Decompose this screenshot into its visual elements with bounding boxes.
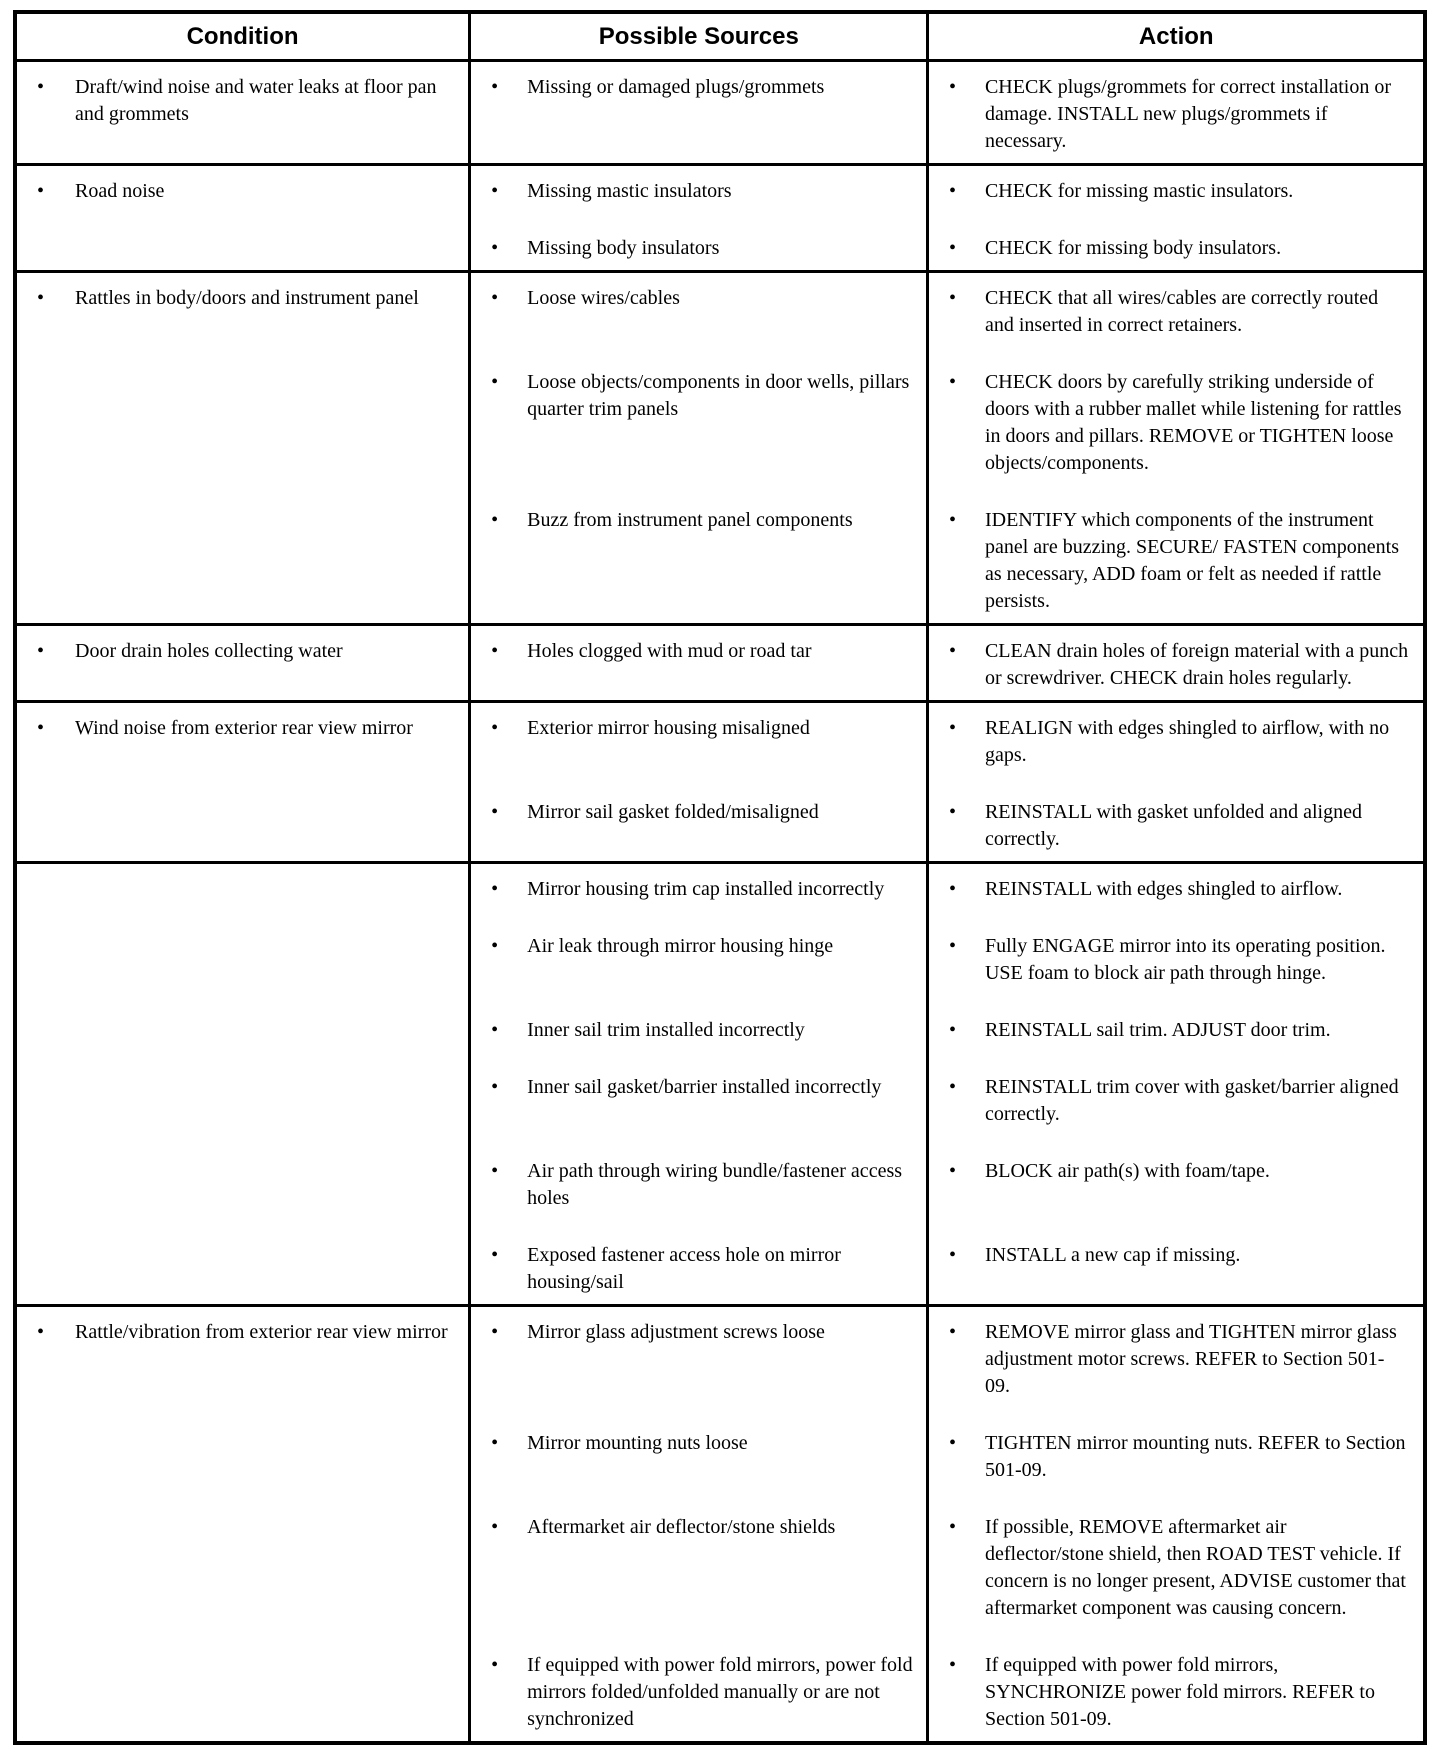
possible-source-text: Holes clogged with mud or road tar	[527, 640, 812, 662]
condition-cell	[17, 273, 471, 623]
condition-cell	[17, 166, 471, 270]
header-action: Action	[1138, 23, 1214, 50]
bullet-icon: •	[948, 1321, 956, 1343]
header-possible-sources: Possible Sources	[471, 14, 929, 59]
source-action-pair	[471, 995, 1423, 1052]
bullet-icon: •	[948, 371, 956, 393]
action-text: If equipped with power fold mirrors, SYNCHRONIZE power fold mirrors. REFER to Section 501-09.	[984, 1654, 1375, 1730]
bullet-icon: •	[37, 76, 45, 98]
action-cell	[929, 166, 1423, 213]
bullet-icon: •	[948, 1019, 956, 1041]
bullet-icon: •	[491, 1654, 499, 1676]
bullet-icon: •	[948, 1432, 956, 1454]
possible-source-cell	[471, 1220, 929, 1304]
source-action-group	[471, 166, 1423, 270]
condition-text: Rattle/vibration from exterior rear view mirror	[75, 1321, 448, 1343]
header-condition: Condition	[17, 14, 471, 59]
action-cell	[929, 1630, 1423, 1741]
action-cell	[929, 1408, 1423, 1492]
possible-source-text: Exposed fastener access hole on mirror housing/sail	[527, 1244, 841, 1293]
action-cell	[929, 347, 1423, 485]
possible-source-cell	[471, 166, 929, 213]
possible-source-text: Inner sail gasket/barrier installed incorrectly	[527, 1076, 882, 1098]
bullet-icon: •	[491, 1321, 499, 1343]
possible-source-cell	[471, 626, 929, 700]
source-action-pair	[471, 1052, 1423, 1136]
source-action-group	[471, 864, 1423, 1304]
table-row	[17, 700, 1423, 861]
possible-source-cell	[471, 213, 929, 270]
action-text: If possible, REMOVE aftermarket air deflector/stone shield, then ROAD TEST vehicle. If concern is no longer present, ADVISE customer that aftermarket component was causing concern.	[984, 1516, 1406, 1619]
action-text: INSTALL a new cap if missing.	[984, 1244, 1241, 1266]
action-cell	[929, 864, 1423, 911]
source-action-pair	[471, 777, 1423, 861]
action-cell	[929, 1307, 1423, 1408]
table-row	[17, 270, 1423, 623]
action-text: CHECK plugs/grommets for correct installation or damage. INSTALL new plugs/grommets if necessary.	[984, 76, 1392, 152]
action-cell	[929, 485, 1423, 623]
possible-source-cell	[471, 911, 929, 995]
action-text: IDENTIFY which components of the instrument panel are buzzing. SECURE/ FASTEN components as necessary, ADD foam or felt as needed if rattle persists.	[984, 509, 1399, 612]
bullet-icon: •	[37, 180, 45, 202]
bullet-icon: •	[948, 717, 956, 739]
bullet-icon: •	[948, 1160, 956, 1182]
bullet-icon: •	[948, 509, 956, 531]
action-text: CHECK for missing mastic insulators.	[984, 180, 1294, 202]
possible-source-cell	[471, 485, 929, 623]
condition-text: Wind noise from exterior rear view mirror	[75, 717, 413, 739]
source-action-pair	[471, 485, 1423, 623]
source-action-group	[471, 703, 1423, 861]
possible-source-cell	[471, 273, 929, 347]
action-text: CHECK that all wires/cables are correctly routed and inserted in correct retainers.	[984, 287, 1379, 336]
troubleshooting-table	[13, 10, 1427, 1745]
table-row	[17, 623, 1423, 700]
possible-source-text: Loose objects/components in door wells, pillars quarter trim panels	[527, 371, 910, 420]
possible-source-cell	[471, 1052, 929, 1136]
action-cell	[929, 273, 1423, 347]
bullet-icon: •	[948, 640, 956, 662]
action-text: REINSTALL with edges shingled to airflow.	[984, 878, 1343, 900]
action-text: REINSTALL with gasket unfolded and aligned correctly.	[984, 801, 1362, 850]
condition-text: Draft/wind noise and water leaks at floor pan and grommets	[75, 76, 437, 125]
bullet-icon: •	[948, 1516, 956, 1538]
possible-source-cell	[471, 1307, 929, 1408]
table-row	[17, 861, 1423, 1304]
bullet-icon: •	[37, 1321, 45, 1343]
possible-source-cell	[471, 1136, 929, 1220]
source-action-pair	[471, 1307, 1423, 1408]
possible-source-text: If equipped with power fold mirrors, power fold mirrors folded/unfolded manually or are not synchronized	[527, 1654, 913, 1730]
possible-source-text: Inner sail trim installed incorrectly	[527, 1019, 805, 1041]
possible-source-text: Mirror mounting nuts loose	[527, 1432, 748, 1454]
possible-source-text: Air leak through mirror housing hinge	[527, 935, 834, 957]
bullet-icon: •	[948, 935, 956, 957]
possible-source-text: Buzz from instrument panel components	[527, 509, 853, 531]
bullet-icon: •	[948, 801, 956, 823]
source-action-group	[471, 626, 1423, 700]
bullet-icon: •	[948, 1654, 956, 1676]
action-cell	[929, 1136, 1423, 1220]
table-row	[17, 163, 1423, 270]
possible-source-cell	[471, 1630, 929, 1741]
bullet-icon: •	[37, 717, 45, 739]
action-text: REMOVE mirror glass and TIGHTEN mirror glass adjustment motor screws. REFER to Section 501-09.	[984, 1321, 1397, 1397]
source-action-pair	[471, 166, 1423, 213]
possible-source-text: Mirror housing trim cap installed incorrectly	[527, 878, 885, 900]
action-text: BLOCK air path(s) with foam/tape.	[984, 1160, 1270, 1182]
action-text: REINSTALL sail trim. ADJUST door trim.	[984, 1019, 1331, 1041]
source-action-pair	[471, 911, 1423, 995]
table-header-row	[17, 14, 1423, 62]
bullet-icon: •	[491, 371, 499, 393]
source-action-pair	[471, 626, 1423, 700]
bullet-icon: •	[948, 237, 956, 259]
bullet-icon: •	[491, 801, 499, 823]
bullet-icon: •	[948, 878, 956, 900]
action-text: CLEAN drain holes of foreign material with a punch or screwdriver. CHECK drain holes regularly.	[984, 640, 1409, 689]
possible-source-cell	[471, 777, 929, 861]
table-row	[17, 1304, 1423, 1741]
bullet-icon: •	[948, 1244, 956, 1266]
source-action-group	[471, 62, 1423, 163]
bullet-icon: •	[948, 76, 956, 98]
action-cell	[929, 777, 1423, 861]
possible-source-text: Aftermarket air deflector/stone shields	[527, 1516, 836, 1538]
source-action-pair	[471, 703, 1423, 777]
source-action-group	[471, 273, 1423, 623]
action-cell	[929, 911, 1423, 995]
bullet-icon: •	[491, 640, 499, 662]
bullet-icon: •	[491, 717, 499, 739]
condition-cell	[17, 703, 471, 861]
possible-source-cell	[471, 1408, 929, 1492]
source-action-pair	[471, 347, 1423, 485]
bullet-icon: •	[491, 1432, 499, 1454]
possible-source-cell	[471, 995, 929, 1052]
source-action-pair	[471, 213, 1423, 270]
source-action-pair	[471, 1492, 1423, 1630]
condition-cell	[17, 864, 471, 1304]
possible-source-cell	[471, 62, 929, 163]
possible-source-cell	[471, 1492, 929, 1630]
bullet-icon: •	[37, 640, 45, 662]
possible-source-cell	[471, 347, 929, 485]
action-cell	[929, 703, 1423, 777]
source-action-group	[471, 1307, 1423, 1741]
action-cell	[929, 62, 1423, 163]
bullet-icon: •	[948, 287, 956, 309]
action-text: REINSTALL trim cover with gasket/barrier aligned correctly.	[984, 1076, 1399, 1125]
possible-source-text: Missing mastic insulators	[527, 180, 732, 202]
possible-source-cell	[471, 703, 929, 777]
condition-text: Rattles in body/doors and instrument panel	[75, 287, 419, 309]
bullet-icon: •	[491, 1076, 499, 1098]
condition-cell	[17, 1307, 471, 1741]
source-action-pair	[471, 1136, 1423, 1220]
action-text: CHECK doors by carefully striking underside of doors with a rubber mallet while listening for rattles in doors and pillars. REMOVE or TIGHTEN loose objects/components.	[984, 371, 1402, 474]
action-text: REALIGN with edges shingled to airflow, with no gaps.	[984, 717, 1390, 766]
source-action-pair	[471, 1408, 1423, 1492]
condition-text: Door drain holes collecting water	[75, 640, 343, 662]
source-action-pair	[471, 1220, 1423, 1304]
possible-source-text: Missing or damaged plugs/grommets	[527, 76, 825, 98]
action-text: TIGHTEN mirror mounting nuts. REFER to Section 501-09.	[984, 1432, 1406, 1481]
bullet-icon: •	[491, 1244, 499, 1266]
possible-source-cell	[471, 864, 929, 911]
source-action-pair	[471, 864, 1423, 911]
bullet-icon: •	[491, 287, 499, 309]
bullet-icon: •	[491, 1516, 499, 1538]
condition-text: Road noise	[75, 180, 165, 202]
action-cell	[929, 1220, 1423, 1304]
possible-source-text: Air path through wiring bundle/fastener access holes	[527, 1160, 903, 1209]
action-text: Fully ENGAGE mirror into its operating position. USE foam to block air path through hinge.	[984, 935, 1386, 984]
bullet-icon: •	[491, 76, 499, 98]
source-action-pair	[471, 1630, 1423, 1741]
bullet-icon: •	[491, 935, 499, 957]
source-action-pair	[471, 273, 1423, 347]
action-cell	[929, 626, 1423, 700]
bullet-icon: •	[948, 180, 956, 202]
action-cell	[929, 1492, 1423, 1630]
source-action-pair	[471, 62, 1423, 163]
condition-cell	[17, 626, 471, 700]
action-cell	[929, 995, 1423, 1052]
possible-source-text: Exterior mirror housing misaligned	[527, 717, 810, 739]
possible-source-text: Mirror sail gasket folded/misaligned	[527, 801, 819, 823]
possible-source-text: Missing body insulators	[527, 237, 720, 259]
action-text: CHECK for missing body insulators.	[984, 237, 1282, 259]
bullet-icon: •	[491, 1160, 499, 1182]
action-cell	[929, 1052, 1423, 1136]
bullet-icon: •	[491, 878, 499, 900]
possible-source-text: Mirror glass adjustment screws loose	[527, 1321, 825, 1343]
bullet-icon: •	[37, 287, 45, 309]
bullet-icon: •	[948, 1076, 956, 1098]
table-body	[17, 62, 1423, 1741]
bullet-icon: •	[491, 180, 499, 202]
table-row	[17, 62, 1423, 163]
bullet-icon: •	[491, 237, 499, 259]
bullet-icon: •	[491, 1019, 499, 1041]
condition-cell	[17, 62, 471, 163]
action-cell	[929, 213, 1423, 270]
possible-source-text: Loose wires/cables	[527, 287, 680, 309]
bullet-icon: •	[491, 509, 499, 531]
